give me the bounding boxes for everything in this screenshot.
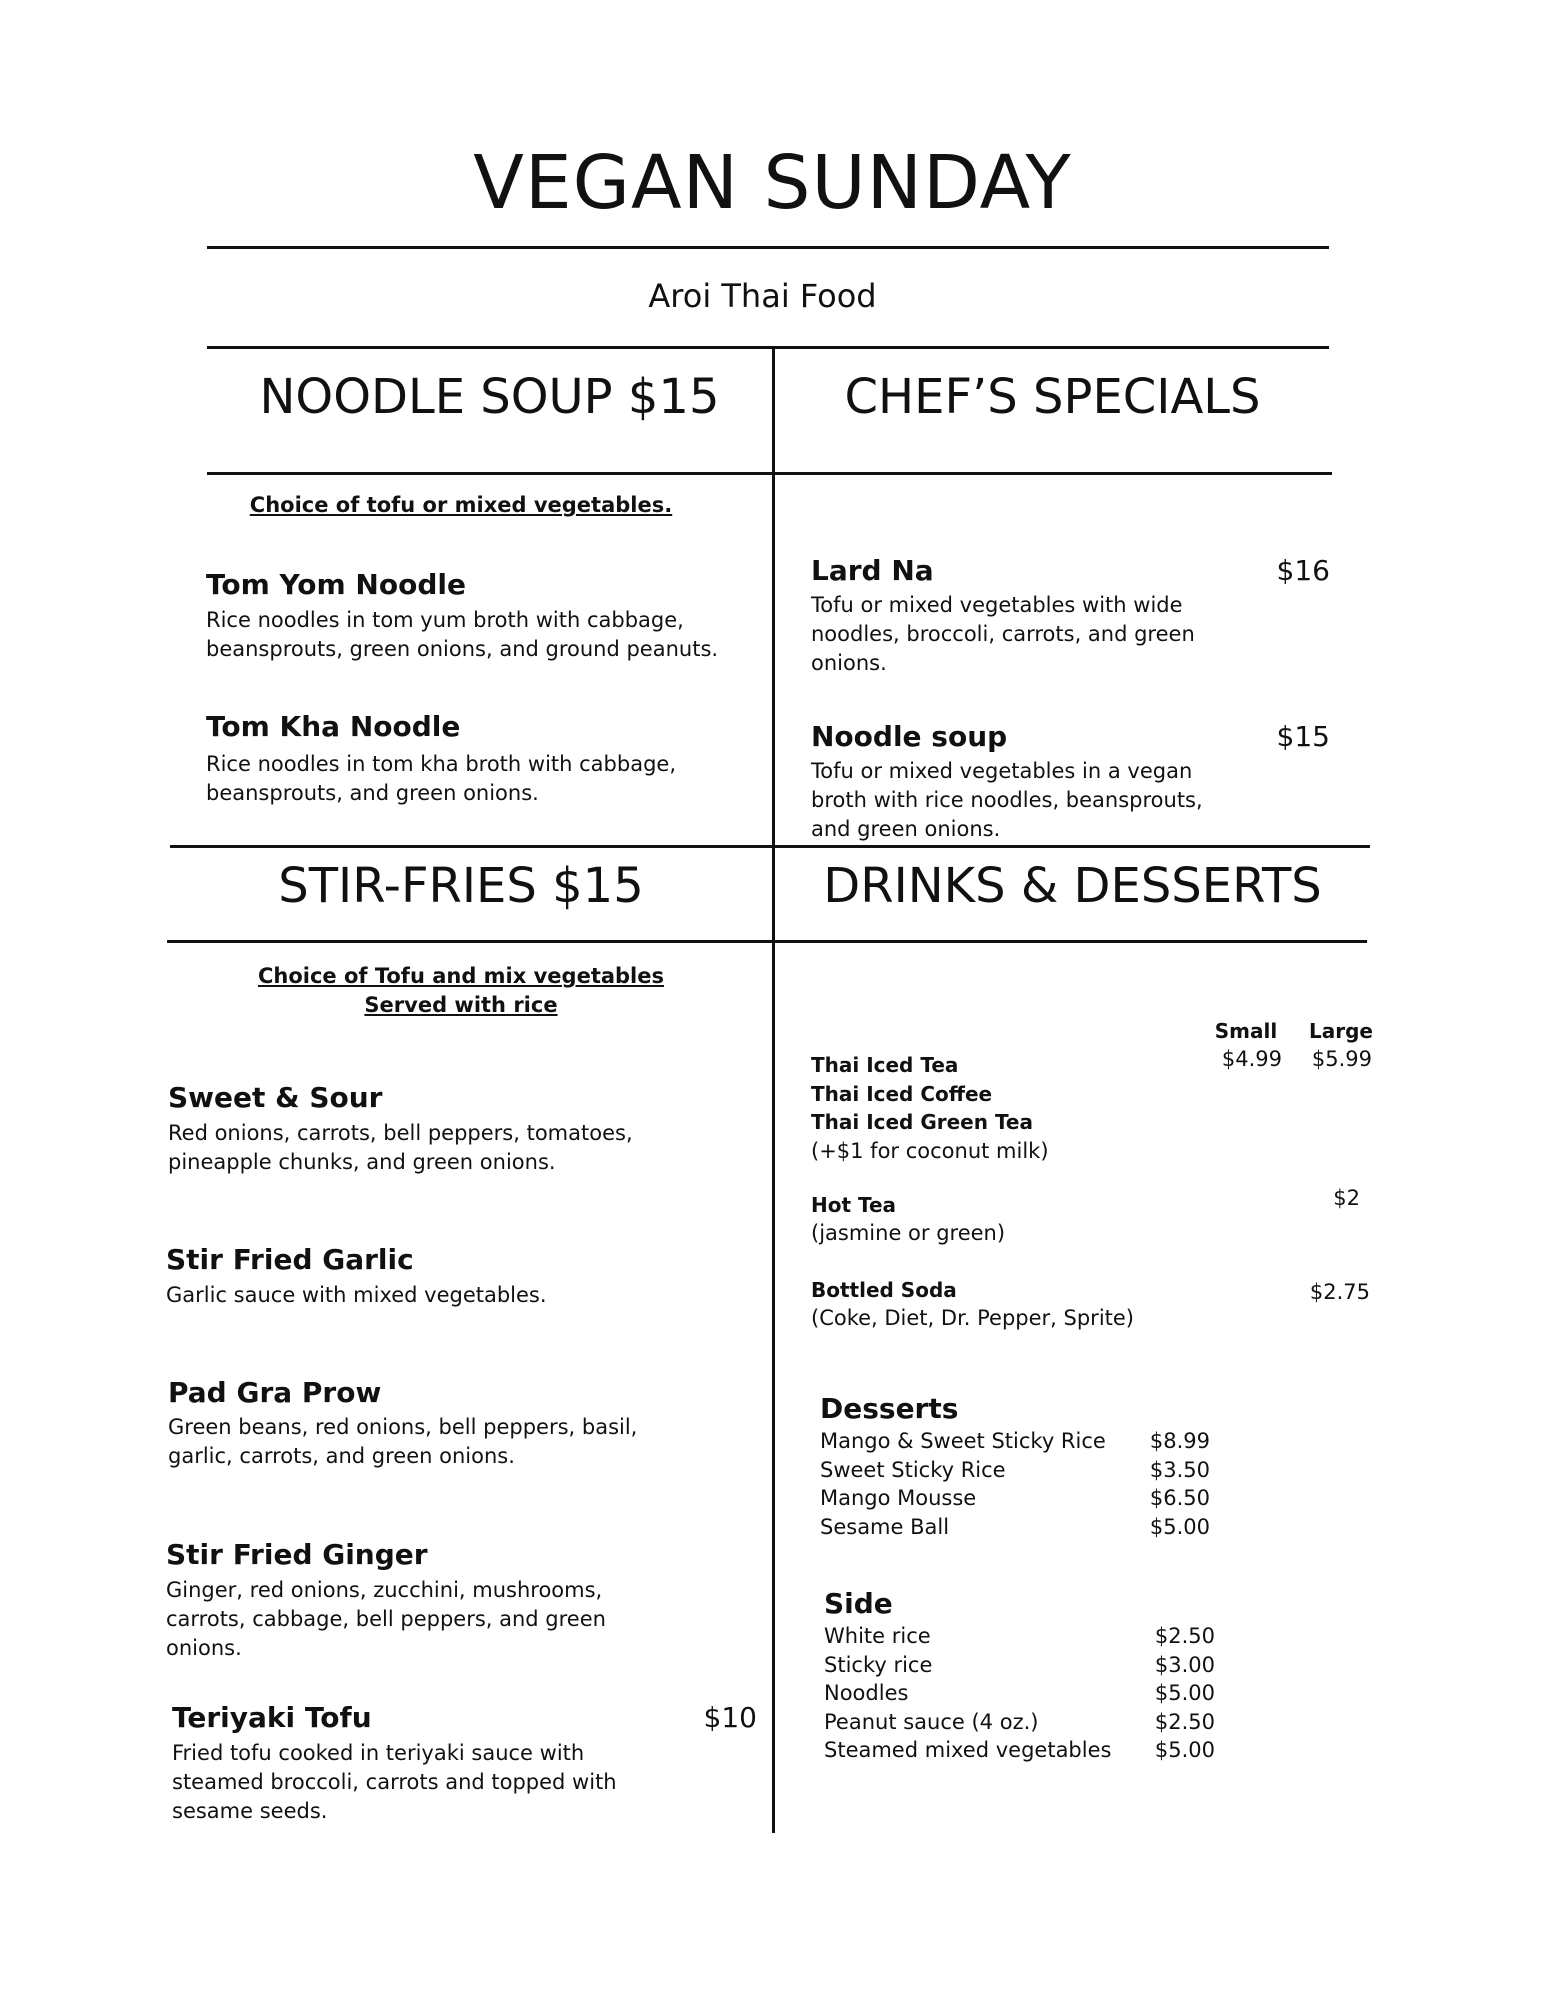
item-name: Teriyaki Tofu <box>172 1701 372 1734</box>
item-name: Tom Kha Noodle <box>206 710 461 743</box>
divider <box>207 346 1329 349</box>
stir-fries-note: Choice of Tofu and mix vegetables <box>257 964 664 988</box>
list-price: $2.50 <box>1154 1709 1215 1734</box>
drink-price: $2.75 <box>1309 1280 1370 1304</box>
list-item: Mango & Sweet Sticky Rice <box>820 1429 1106 1453</box>
section-heading-stir-fries: STIR-FRIES $15 <box>278 858 644 914</box>
list-price: $3.50 <box>1149 1457 1210 1482</box>
drink-name: Thai Iced Tea <box>811 1053 959 1077</box>
list-item: Sticky rice <box>824 1652 933 1677</box>
drink-name: Bottled Soda <box>811 1278 957 1302</box>
drink-note: (Coke, Diet, Dr. Pepper, Sprite) <box>811 1306 1134 1330</box>
item-price: $15 <box>1276 720 1330 753</box>
price-large: $5.99 <box>1311 1047 1372 1071</box>
item-description: Fried tofu cooked in teriyaki sauce with steamed broccoli, carrots and topped with sesame seeds. <box>172 1741 617 1823</box>
drink-name: Hot Tea <box>811 1193 897 1217</box>
list-item: Sesame Ball <box>820 1514 950 1539</box>
divider <box>170 845 1370 848</box>
list-item: White rice <box>824 1624 931 1648</box>
list-item: Steamed mixed vegetables <box>824 1738 1112 1762</box>
divider <box>207 246 1329 249</box>
section-heading-drinks-desserts: DRINKS & DESSERTS <box>823 858 1322 914</box>
item-description: Tofu or mixed vegetables in a vegan broth with rice noodles, beansprouts, and green onions. <box>811 759 1203 841</box>
size-header-large: Large <box>1309 1019 1373 1043</box>
list-price: $3.00 <box>1154 1652 1215 1677</box>
item-name: Lard Na <box>811 554 934 587</box>
list-price: $2.50 <box>1154 1624 1215 1648</box>
drink-name: Thai Iced Coffee <box>811 1082 993 1106</box>
restaurant-name: Aroi Thai Food <box>648 277 877 315</box>
section-heading-noodle-soup: NOODLE SOUP $15 <box>259 369 720 425</box>
item-description: Red onions, carrots, bell peppers, tomatoes, pineapple chunks, and green onions. <box>168 1121 633 1174</box>
item-price: $10 <box>703 1701 757 1734</box>
size-header-small: Small <box>1214 1019 1278 1043</box>
list-price: $5.00 <box>1154 1681 1215 1705</box>
desserts-prices <box>1130 1427 1210 1541</box>
list-item: Mango Mousse <box>820 1486 977 1510</box>
noodle-soup-note: Choice of tofu or mixed vegetables. <box>249 493 673 517</box>
drink-name: Thai Iced Green Tea <box>811 1110 1033 1134</box>
drink-price: $2 <box>1333 1186 1360 1210</box>
item-name: Noodle soup <box>811 720 1008 753</box>
item-description: Tofu or mixed vegetables with wide noodles, broccoli, carrots, and green onions. <box>811 593 1195 675</box>
list-item: Peanut sauce (4 oz.) <box>824 1709 1039 1734</box>
item-description: Rice noodles in tom kha broth with cabbage, beansprouts, and green onions. <box>206 752 676 805</box>
divider <box>207 472 1332 475</box>
item-description: Garlic sauce with mixed vegetables. <box>166 1283 547 1307</box>
item-name: Pad Gra Prow <box>168 1376 382 1409</box>
item-description: Green beans, red onions, bell peppers, basil, garlic, carrots, and green onions. <box>168 1415 638 1468</box>
price-small: $4.99 <box>1221 1047 1282 1071</box>
drink-note: (+$1 for coconut milk) <box>811 1139 1049 1163</box>
desserts-list <box>820 1427 1106 1541</box>
side-list <box>824 1622 1111 1765</box>
list-price: $8.99 <box>1149 1429 1210 1453</box>
item-description: Ginger, red onions, zucchini, mushrooms, carrots, cabbage, bell peppers, and green onions. <box>166 1578 606 1660</box>
list-price: $5.00 <box>1149 1514 1210 1539</box>
section-heading-chefs-specials: CHEF’S SPECIALS <box>844 369 1261 425</box>
desserts-heading: Desserts <box>820 1392 959 1425</box>
item-name: Tom Yom Noodle <box>206 568 466 601</box>
list-item: Sweet Sticky Rice <box>820 1457 1006 1482</box>
side-prices <box>1135 1622 1215 1765</box>
menu-title: VEGAN SUNDAY <box>473 140 1072 226</box>
drink-note: (jasmine or green) <box>811 1221 1006 1245</box>
column-divider <box>772 348 775 1833</box>
item-price: $16 <box>1276 554 1330 587</box>
side-heading: Side <box>824 1587 893 1620</box>
divider <box>167 940 1367 943</box>
list-price: $6.50 <box>1149 1486 1210 1510</box>
stir-fries-note: Served with rice <box>364 993 558 1017</box>
item-description: Rice noodles in tom yum broth with cabbage, beansprouts, green onions, and ground peanuts. <box>206 608 719 661</box>
item-name: Stir Fried Garlic <box>166 1243 414 1276</box>
list-price: $5.00 <box>1154 1738 1215 1762</box>
item-name: Sweet & Sour <box>168 1081 383 1114</box>
item-name: Stir Fried Ginger <box>166 1538 428 1571</box>
list-item: Noodles <box>824 1681 909 1705</box>
